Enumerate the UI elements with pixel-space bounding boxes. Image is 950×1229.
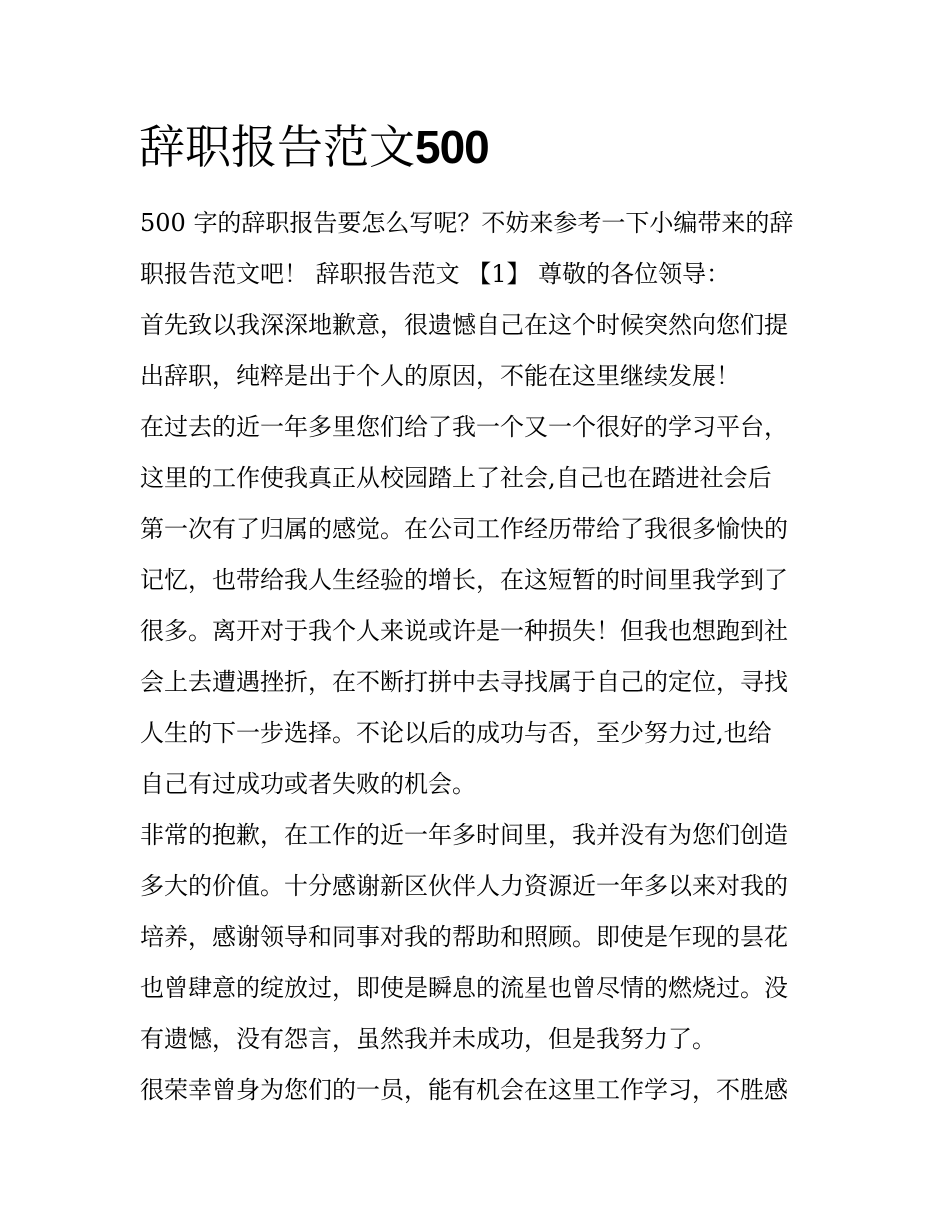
body-line: 很多。离开对于我个人来说或许是一种损失！但我也想跑到社 xyxy=(140,617,788,645)
document-title xyxy=(139,117,489,177)
body-line: 第一次有了归属的感觉。在公司工作经历带给了我很多愉快的 xyxy=(140,515,788,543)
body-line: 很荣幸曾身为您们的一员，能有机会在这里工作学习，不胜感 xyxy=(140,1076,788,1104)
body-line: 首先致以我深深地歉意，很遗憾自己在这个时候突然向您们提 xyxy=(140,311,788,339)
body-line: 会上去遭遇挫折，在不断打拼中去寻找属于自己的定位，寻找 xyxy=(140,668,788,696)
body-line: 记忆，也带给我人生经验的增长，在这短暂的时间里我学到了 xyxy=(140,566,788,594)
title-number: 500 xyxy=(415,121,489,173)
body-line: 500 字的辞职报告要怎么写呢？不妨来参考一下小编带来的辞 xyxy=(140,209,794,237)
title-text: 辞职报告范文 xyxy=(139,120,415,174)
body-line: 职报告范文吧！ 辞职报告范文 【1】 尊敬的各位领导： xyxy=(140,260,731,288)
body-line: 人生的下一步选择。不论以后的成功与否，至少努力过,也给 xyxy=(140,719,772,747)
body-line: 有遗憾，没有怨言，虽然我并未成功，但是我努力了。 xyxy=(140,1025,716,1053)
body-line: 也曾肆意的绽放过，即使是瞬息的流星也曾尽情的燃烧过。没 xyxy=(140,974,788,1002)
body-line: 这里的工作使我真正从校园踏上了社会,自己也在踏进社会后 xyxy=(140,464,772,492)
body-line: 自己有过成功或者失败的机会。 xyxy=(140,770,476,798)
body-line: 多大的价值。十分感谢新区伙伴人力资源近一年多以来对我的 xyxy=(140,872,788,900)
body-line: 在过去的近一年多里您们给了我一个又一个很好的学习平台， xyxy=(140,413,788,441)
body-line: 非常的抱歉，在工作的近一年多时间里，我并没有为您们创造 xyxy=(140,821,788,849)
document-body xyxy=(140,198,820,1116)
body-line: 出辞职，纯粹是出于个人的原因，不能在这里继续发展！ xyxy=(140,362,740,390)
body-line: 培养，感谢领导和同事对我的帮助和照顾。即使是乍现的昙花 xyxy=(140,923,788,951)
